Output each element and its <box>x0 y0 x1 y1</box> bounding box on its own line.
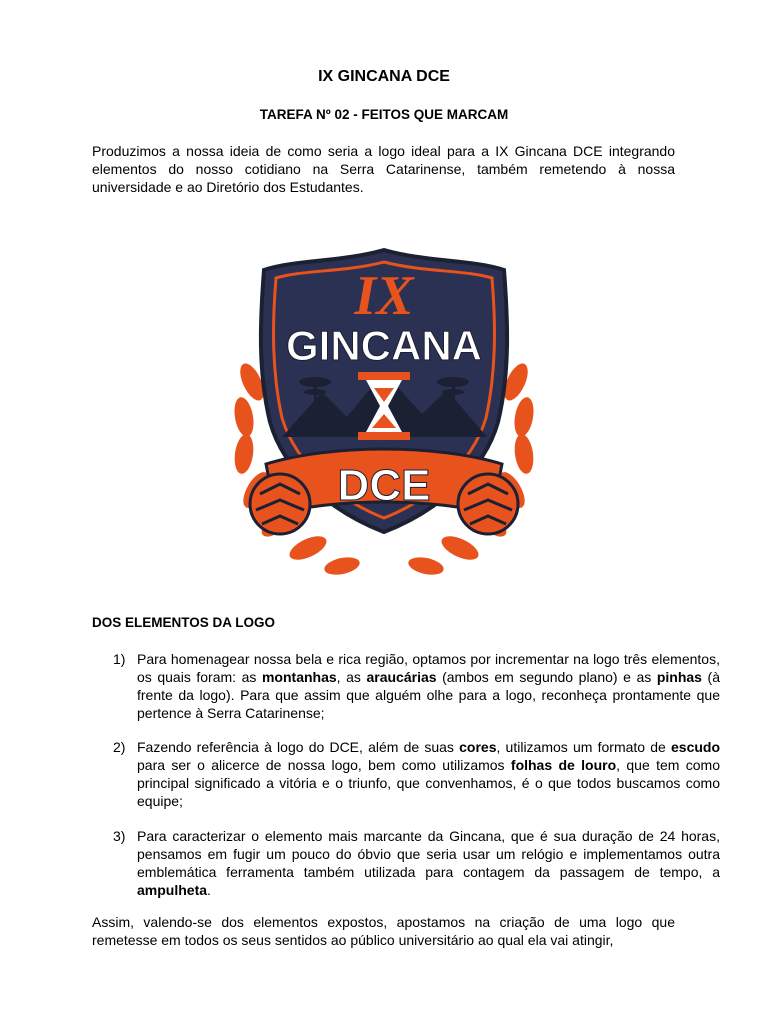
list-item-text: , que tem como principal significado a vitória e o triunfo, que convenhamos, é o que todos buscamos como equipe; <box>137 757 720 809</box>
list-item-bold: cores <box>459 739 497 755</box>
list-item-bold: pinhas <box>656 669 702 685</box>
document-subtitle: TAREFA Nº 02 - FEITOS QUE MARCAM <box>259 107 509 122</box>
list-item <box>92 738 720 810</box>
list-item-text: , as <box>336 669 367 685</box>
list-item-bold: montanhas <box>261 669 337 685</box>
list-item-bold: ampulheta <box>137 882 208 898</box>
list-item-text: , utilizamos um formato de <box>496 739 671 755</box>
list-item-number: 3) <box>113 828 126 844</box>
document-title: IX GINCANA DCE <box>318 68 450 85</box>
list-item-text: . <box>207 882 211 898</box>
list-item <box>92 827 720 899</box>
section-title: DOS ELEMENTOS DA LOGO <box>92 615 276 630</box>
logo-banner-text: DCE <box>337 461 431 510</box>
list-item <box>92 650 720 722</box>
list-item-text: Para homenagear nossa bela e rica região, optamos por incrementar na logo três elementos, os quais foram: as <box>137 651 720 685</box>
list-item-number: 2) <box>113 739 126 755</box>
list-item-text: (à frente da logo). Para que assim que alguém olhe para a logo, reconheça prontamente que pertence à Serra Catarinense; <box>137 669 720 721</box>
closing-paragraph: Assim, valendo-se dos elementos expostos, apostamos na criação de uma logo que remetesse em todos os seus sentidos ao público universitário ao qual ela vai atingir, <box>92 914 675 948</box>
logo-name: GINCANA <box>286 322 482 369</box>
pinecone-right-icon <box>458 474 518 534</box>
list-item-number: 1) <box>113 651 126 667</box>
list-item-text: (ambos em segundo plano) e as <box>436 669 657 685</box>
list-item-text: para ser o alicerce de nossa logo, bem como utilizamos <box>137 757 511 773</box>
pinecone-left-icon <box>250 474 310 534</box>
list-item-text: Para caracterizar o elemento mais marcante da Gincana, que é sua duração de 24 horas, pensamos em fugir um pouco do óbvio que seria usar um relógio e implementamos outra emblemática ferramenta também utilizada para contagem da passagem de tempo, a <box>137 828 720 880</box>
list-item-text: Fazendo referência à logo do DCE, além de suas <box>137 739 460 755</box>
gincana-logo <box>222 232 546 588</box>
intro-paragraph: Produzimos a nossa ideia de como seria a logo ideal para a IX Gincana DCE integrando elementos do nosso cotidiano na Serra Catarinense, também remetendo à nossa universidade e ao Diretório dos Estudantes. <box>92 143 675 195</box>
list-item-bold: araucárias <box>366 669 437 685</box>
list-item-bold: escudo <box>671 739 721 755</box>
list-item-bold: folhas de louro <box>510 757 617 773</box>
logo-numeral: IX <box>354 265 414 327</box>
